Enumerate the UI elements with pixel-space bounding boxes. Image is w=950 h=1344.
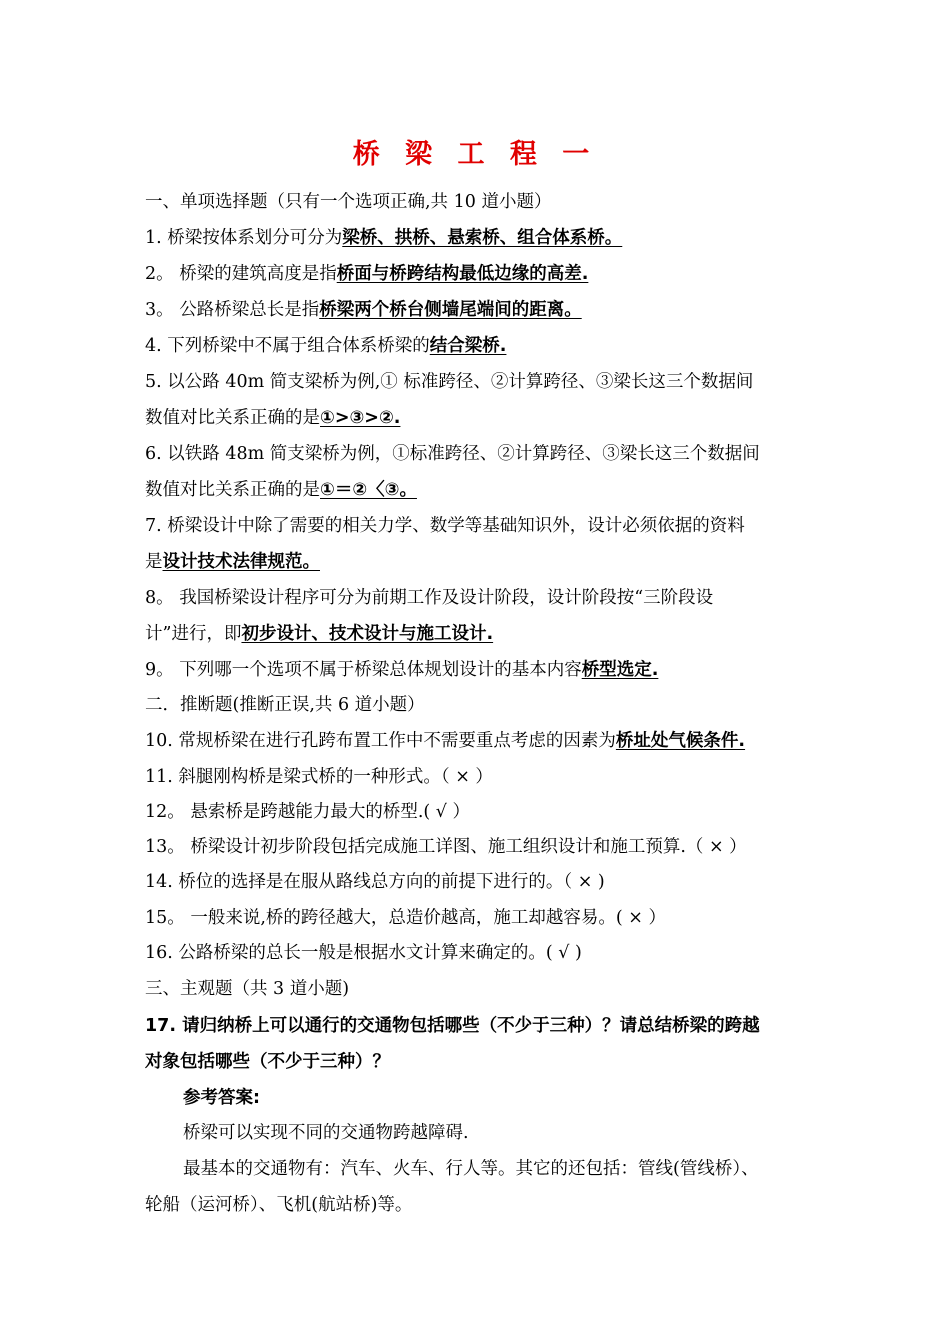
question-text: 3。 公路桥梁总长是指 [145,300,320,320]
reference-answer-line-2: 最基本的交通物有：汽车、火车、行人等。其它的还包括：管线(管线桥）、 [183,1159,759,1179]
question-13: 13。 桥梁设计初步阶段包括完成施工详图、施工组织设计和施工预算.（ × ） [145,837,747,857]
section-heading-true-false: 二．推断题(推断正误,共 6 道小题） [145,695,425,715]
question-text: 数值对比关系正确的是 [145,480,320,500]
question-5-line-1: 5. 以公路 40m 简支梁桥为例,① 标准跨径、②计算跨径、③梁长这三个数据间 [145,372,754,392]
question-text: 9。 下列哪一个选项不属于桥梁总体规划设计的基本内容 [145,660,582,680]
question-text: 4. 下列桥梁中不属于组合体系桥梁的 [145,336,430,356]
question-6-line-2 [145,478,815,502]
question-2 [145,262,815,286]
question-7-line-1: 7. 桥梁设计中除了需要的相关力学、数学等基础知识外，设计必须依据的资料 [145,516,745,536]
question-text: 数值对比关系正确的是 [145,408,320,428]
question-8-line-2 [145,622,815,646]
answer-text: ①>③>②. [320,408,401,428]
question-17-line-2: 对象包括哪些（不少于三种）？ [145,1052,390,1072]
question-16: 16. 公路桥梁的总长一般是根据水文计算来确定的。( √ ) [145,943,582,963]
question-text: 是 [145,552,163,572]
reference-answer-label: 参考答案: [183,1088,260,1108]
answer-text: ①＝②〈③。 [320,480,417,500]
question-1 [145,226,815,250]
question-15: 15。 一般来说,桥的跨径越大，总造价越高，施工却越容易。( × ） [145,908,667,928]
question-3 [145,298,815,322]
question-6-line-1: 6. 以铁路 48m 简支梁桥为例，①标准跨径、②计算跨径、③梁长这三个数据间 [145,444,760,464]
answer-text: 设计技术法律规范。 [162,552,320,572]
document-title: 桥 梁 工 程 一 [352,139,598,170]
answer-text: 桥梁两个桥台侧墙尾端间的距离。 [319,300,582,320]
question-text: 10. 常规桥梁在进行孔跨布置工作中不需要重点考虑的因素为 [145,731,616,751]
answer-text: 桥面与桥跨结构最低边缘的高差. [336,264,589,284]
question-12: 12。 悬索桥是跨越能力最大的桥型.( √ ） [145,802,470,822]
question-17-line-1: 17. 请归纳桥上可以通行的交通物包括哪些（不少于三种）？请总结桥梁的跨越 [145,1016,760,1036]
question-7-line-2 [145,550,815,574]
question-text: 1. 桥梁按体系划分可分为 [145,228,343,248]
answer-text: 桥型选定. [581,660,659,680]
question-5-line-2 [145,406,815,430]
answer-text: 梁桥、拱桥、悬索桥、组合体系桥。 [342,228,623,248]
reference-answer-line-3: 轮船（运河桥）、飞机(航站桥)等。 [145,1195,413,1215]
reference-answer-line-1: 桥梁可以实现不同的交通物跨越障碍. [183,1123,469,1143]
question-text: 2。 桥梁的建筑高度是指 [145,264,337,284]
question-11: 11. 斜腿刚构桥是梁式桥的一种形式。（ × ） [145,767,493,787]
question-8-line-1: 8。 我国桥梁设计程序可分为前期工作及设计阶段，设计阶段按“三阶段设 [145,588,714,608]
answer-text: 初步设计、技术设计与施工设计. [241,624,494,644]
answer-text: 桥址处气候条件. [615,731,746,751]
answer-text: 结合梁桥. [429,336,507,356]
question-14: 14. 桥位的选择是在服从路线总方向的前提下进行的。（ × ) [145,872,605,892]
question-4 [145,334,815,358]
question-text: 计”进行，即 [145,624,242,644]
section-heading-single-choice: 一、单项选择题（只有一个选项正确,共 10 道小题） [145,192,552,212]
section-heading-subjective: 三、主观题（共 3 道小题) [145,979,350,999]
question-9 [145,658,815,682]
question-10 [145,729,815,753]
